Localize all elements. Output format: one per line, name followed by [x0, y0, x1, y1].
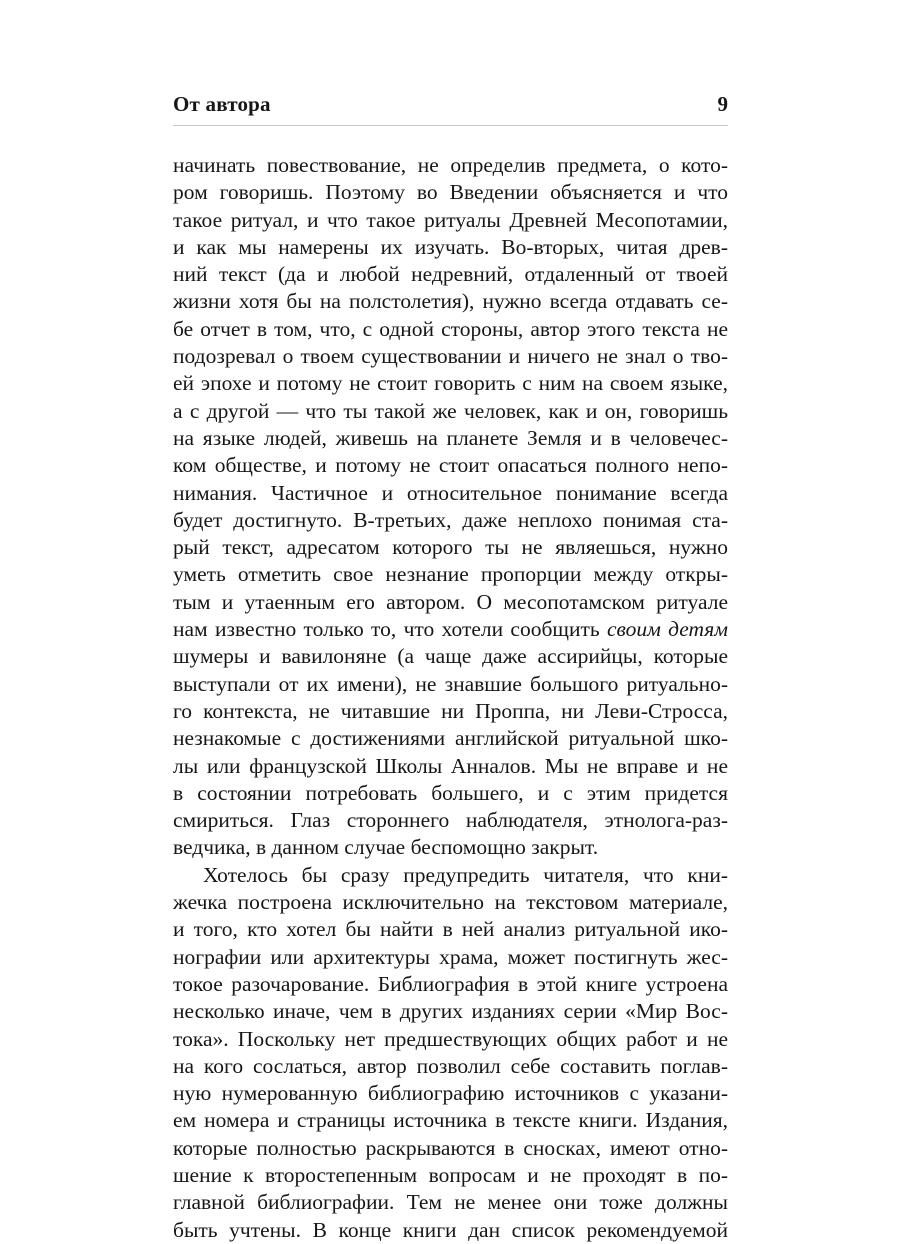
text-line: такое ритуал, и что такое ритуалы Древней Месопотамии,	[173, 207, 728, 232]
text-line: выступали от их имени), не знавшие большого ритуально-	[173, 671, 728, 696]
text-line: нографии или архитектуры храма, может постигнуть жес-	[173, 944, 728, 969]
text-line: ром говоришь. Поэтому во Введении объясняется и что	[173, 180, 728, 205]
header-divider	[173, 125, 728, 126]
text-line: тока». Поскольку нет предшествующих общих работ и не	[173, 1026, 728, 1051]
text-line: ем номера и страницы источника в тексте книги. Издания,	[173, 1108, 728, 1133]
page-number: 9	[717, 92, 728, 116]
text-line: го контекста, не читавшие ни Проппа, ни Леви-Стросса,	[173, 698, 728, 723]
body-text	[173, 152, 728, 1244]
text-line: которые полностью раскрываются в сносках, имеют отно-	[173, 1135, 728, 1160]
text-line: тым и утаенным его автором. О месопотамском ритуале	[173, 589, 728, 614]
text-line: а с другой — что ты такой же человек, как и он, говоришь	[173, 398, 728, 423]
text-line: быть учтены. В конце книги дан список рекомендуемой	[173, 1217, 728, 1242]
text-line: и как мы намерены их изучать. Во-вторых, читая древ-	[173, 234, 728, 259]
text-line: ведчика, в данном случае беспомощно закрыт.	[173, 835, 599, 860]
text-line: шумеры и вавилоняне (а чаще даже ассирийцы, которые	[173, 644, 728, 669]
text-line: главной библиографии. Тем не менее они тоже должны	[173, 1190, 728, 1215]
text-line: смириться. Глаз стороннего наблюдателя, этнолога-раз-	[173, 808, 728, 833]
text-line: нимания. Частичное и относительное понимание всегда	[173, 480, 728, 505]
text-line: рый текст, адресатом которого ты не являешься, нужно	[173, 535, 728, 560]
text-line: в состоянии потребовать большего, и с этим придется	[173, 780, 728, 805]
text-line: токое разочарование. Библиография в этой книге устроена	[173, 971, 728, 996]
text-line: ей эпохе и потому не стоит говорить с ним на своем языке,	[173, 371, 728, 396]
text-line: несколько иначе, чем в других изданиях серии «Мир Вос-	[173, 999, 728, 1024]
running-header	[173, 92, 728, 122]
text-line: будет достигнуто. В-третьих, даже неплохо понимая ста-	[173, 507, 728, 532]
text-line: жечка построена исключительно на текстовом материале,	[173, 890, 728, 915]
text-line: на языке людей, живешь на планете Земля и в человечес-	[173, 425, 728, 450]
text-line: ний текст (да и любой недревний, отдаленный от твоей	[173, 262, 728, 287]
text-line: начинать повествование, не определив предмета, о кото-	[173, 153, 728, 177]
text-line: на кого сослаться, автор позволил себе составить поглав-	[173, 1053, 728, 1078]
text-line: шение к второстепенным вопросам и не проходят в по-	[173, 1162, 728, 1187]
text-line: и того, кто хотел бы найти в ней анализ ритуальной ико-	[173, 917, 728, 942]
text-line-with-italic	[173, 616, 728, 643]
text-run: нам известно только то, что хотели сообщить	[173, 617, 607, 642]
paragraph-first-line: Хотелось бы сразу предупредить читателя, что кни-	[203, 862, 728, 887]
text-line: ную нумерованную библиографию источников с указани-	[173, 1081, 728, 1106]
text-line: незнакомые с достижениями английской ритуальной шко-	[173, 726, 728, 751]
text-line: подозревал о твоем существовании и ничего не знал о тво-	[173, 344, 728, 369]
text-line: ком обществе, и потому не стоит опасаться полного непо-	[173, 453, 728, 478]
text-line: лы или французской Школы Анналов. Мы не вправе и не	[173, 753, 728, 778]
text-line: бе отчет в том, что, с одной стороны, автор этого текста не	[173, 316, 728, 341]
text-line: уметь отметить свое незнание пропорции между откры-	[173, 562, 728, 587]
italic-phrase: своим детям	[606, 617, 728, 642]
text-line: жизни хотя бы на полстолетия), нужно всегда отдавать се-	[173, 289, 728, 314]
running-header-title: От автора	[173, 92, 271, 116]
